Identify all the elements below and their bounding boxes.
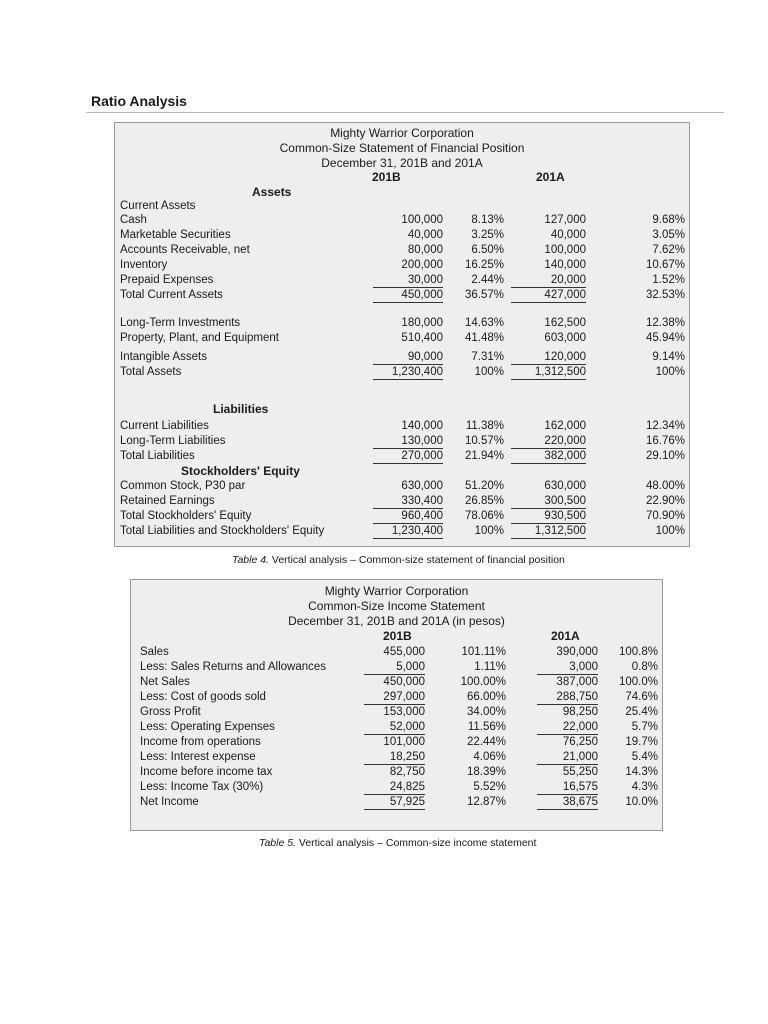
t4-col-201b: 201B: [372, 170, 401, 184]
t5-percent-201a: 25.4%: [625, 706, 658, 718]
t4-percent-201b: 16.25%: [464, 259, 504, 271]
t4-row-label: Current Liabilities: [120, 420, 209, 432]
t4-amount-201b: 40,000: [407, 229, 443, 241]
t5-percent-201a: 0.8%: [631, 661, 658, 673]
t5-amount-201b: 24,825: [364, 780, 425, 795]
t4-percent-201a: 9.14%: [652, 351, 685, 363]
t4-caption-label: Table 4.: [232, 554, 269, 566]
t4-percent-201b: 21.94%: [464, 450, 504, 462]
t5-amount-201a: 16,575: [537, 780, 598, 795]
t5-amount-201b: 52,000: [364, 720, 425, 735]
t5-percent-201a: 10.0%: [625, 796, 658, 808]
t4-percent-201a: 70.90%: [645, 510, 685, 522]
t4-amount-201b: 510,400: [401, 332, 443, 344]
t5-row-label: Less: Income Tax (30%): [140, 781, 264, 793]
t5-percent-201b: 4.06%: [473, 751, 506, 763]
t4-col-201a: 201A: [536, 170, 565, 184]
t5-col-201a: 201A: [551, 629, 580, 643]
t5-amount-201a: 98,250: [562, 706, 598, 718]
t5-percent-201a: 4.3%: [631, 781, 658, 793]
page-heading: Ratio Analysis: [91, 93, 187, 109]
t5-row-label: Less: Interest expense: [140, 751, 256, 763]
t4-row-label: Total Stockholders' Equity: [120, 510, 252, 522]
t4-percent-201a: 29.10%: [645, 450, 685, 462]
t4-amount-201a: 1,312,500: [511, 524, 586, 539]
t4-percent-201a: 16.76%: [645, 435, 685, 447]
t4-amount-201a: 120,000: [511, 350, 586, 365]
t5-percent-201a: 5.4%: [631, 751, 658, 763]
t5-row-label: Sales: [140, 646, 169, 658]
t5-percent-201b: 12.87%: [466, 796, 506, 808]
t4-percent-201b: 100%: [474, 525, 504, 537]
t4-row-label: Intangible Assets: [120, 351, 207, 363]
t4-amount-201b: 80,000: [407, 244, 443, 256]
t4-percent-201a: 32.53%: [645, 289, 685, 301]
t5-percent-201b: 18.39%: [466, 766, 506, 778]
t5-company: Mighty Warrior Corporation: [324, 584, 469, 598]
t4-percent-201b: 2.44%: [471, 274, 504, 286]
t5-percent-201a: 100.0%: [618, 676, 658, 688]
t4-amount-201a: 140,000: [544, 259, 586, 271]
t4-amount-201a: 127,000: [544, 214, 586, 226]
t5-percent-201b: 101.11%: [461, 646, 506, 658]
t4-row-label: Retained Earnings: [120, 495, 215, 507]
t5-percent-201a: 5.7%: [631, 721, 658, 733]
t5-row-label: Less: Operating Expenses: [140, 721, 275, 733]
t5-percent-201b: 34.00%: [466, 706, 506, 718]
t4-amount-201a: 162,500: [544, 317, 586, 329]
t4-percent-201b: 51.20%: [464, 480, 504, 492]
t4-percent-201b: 3.25%: [471, 229, 504, 241]
t4-amount-201b: 330,400: [373, 494, 443, 509]
t4-percent-201b: 6.50%: [471, 244, 504, 256]
t4-amount-201a: 100,000: [544, 244, 586, 256]
t4-row-label: Property, Plant, and Equipment: [120, 332, 279, 344]
t5-amount-201a: 55,250: [562, 766, 598, 778]
t4-date: December 31, 201B and 201A: [321, 156, 483, 170]
t4-row-label: Accounts Receivable, net: [120, 244, 250, 256]
t5-row-label: Net Income: [140, 796, 199, 808]
t4-amount-201a: 930,500: [511, 509, 586, 524]
t4-amount-201b: 100,000: [401, 214, 443, 226]
t5-col-201b: 201B: [383, 629, 412, 643]
t4-amount-201b: 960,400: [373, 509, 443, 524]
t4-row-label: Common Stock, P30 par: [120, 480, 246, 492]
t4-percent-201a: 9.68%: [652, 214, 685, 226]
t4-amount-201b: 140,000: [401, 420, 443, 432]
t5-row-label: Gross Profit: [140, 706, 201, 718]
financial-position-table: [114, 122, 690, 547]
heading-divider: [86, 112, 724, 113]
t4-equity-heading: Stockholders' Equity: [181, 464, 300, 478]
t4-amount-201a: 162,000: [544, 420, 586, 432]
t5-amount-201a: 76,250: [562, 736, 598, 748]
t4-percent-201a: 12.38%: [645, 317, 685, 329]
t5-amount-201b: 82,750: [389, 766, 425, 778]
t4-percent-201a: 100%: [655, 366, 685, 378]
t4-row-label: Inventory: [120, 259, 168, 271]
t4-amount-201a: 630,000: [544, 480, 586, 492]
t5-row-label: Income before income tax: [140, 766, 273, 778]
t4-amount-201b: 1,230,400: [373, 524, 443, 539]
t4-amount-201b: 180,000: [401, 317, 443, 329]
t5-caption: [259, 837, 536, 849]
t4-percent-201b: 10.57%: [464, 435, 504, 447]
t5-percent-201b: 22.44%: [466, 736, 506, 748]
t4-liabilities-heading: Liabilities: [213, 402, 269, 416]
t4-percent-201a: 12.34%: [645, 420, 685, 432]
t4-percent-201a: 10.67%: [645, 259, 685, 271]
t5-percent-201b: 11.56%: [467, 721, 506, 733]
t5-row-label: Less: Cost of goods sold: [140, 691, 266, 703]
t4-amount-201a: 427,000: [511, 288, 586, 303]
t5-percent-201b: 66.00%: [466, 691, 506, 703]
t4-row-label: Total Liabilities and Stockholders' Equity: [120, 525, 325, 537]
t5-title: Common-Size Income Statement: [308, 599, 485, 613]
t4-percent-201b: 14.63%: [464, 317, 504, 329]
t4-company: Mighty Warrior Corporation: [330, 126, 474, 140]
income-statement-table: [130, 579, 663, 831]
t4-row-label: Total Assets: [120, 366, 182, 378]
t5-amount-201a: 3,000: [537, 660, 598, 675]
t5-amount-201b: 57,925: [364, 795, 425, 810]
t5-row-label: Less: Sales Returns and Allowances: [140, 661, 327, 673]
t5-date: December 31, 201B and 201A (in pesos): [288, 614, 505, 628]
t5-amount-201b: 101,000: [383, 736, 425, 748]
t4-amount-201b: 1,230,400: [373, 365, 443, 380]
t5-amount-201b: 450,000: [383, 676, 425, 688]
t5-amount-201b: 455,000: [383, 646, 425, 658]
t4-amount-201a: 603,000: [544, 332, 586, 344]
t4-amount-201b: 270,000: [373, 449, 443, 464]
t5-percent-201b: 5.52%: [473, 781, 506, 793]
t4-percent-201b: 7.31%: [471, 351, 504, 363]
t5-amount-201a: 38,675: [537, 795, 598, 810]
t5-amount-201b: 18,250: [364, 750, 425, 765]
t4-percent-201b: 100%: [474, 366, 504, 378]
t4-current-assets-label: Current Assets: [120, 200, 196, 212]
t4-amount-201a: 382,000: [511, 449, 586, 464]
t4-row-label: Long-Term Liabilities: [120, 435, 226, 447]
t4-amount-201a: 220,000: [511, 434, 586, 449]
t4-amount-201a: 300,500: [511, 494, 586, 509]
t4-row-label: Total Liabilities: [120, 450, 195, 462]
t4-percent-201a: 7.62%: [652, 244, 685, 256]
t5-percent-201a: 14.3%: [625, 766, 658, 778]
t4-percent-201a: 100%: [655, 525, 685, 537]
t4-amount-201b: 200,000: [401, 259, 443, 271]
t5-percent-201b: 100.00%: [460, 676, 506, 688]
t5-percent-201a: 19.7%: [625, 736, 658, 748]
t4-percent-201a: 45.94%: [645, 332, 685, 344]
t4-percent-201b: 11.38%: [465, 420, 504, 432]
t5-caption-text: Vertical analysis – Common-size income statement: [295, 837, 537, 849]
t5-caption-label: Table 5.: [259, 837, 296, 849]
t5-amount-201a: 21,000: [537, 750, 598, 765]
t4-row-label: Total Current Assets: [120, 289, 223, 301]
t5-row-label: Net Sales: [140, 676, 190, 688]
t4-amount-201b: 30,000: [373, 273, 443, 288]
t4-row-label: Marketable Securities: [120, 229, 231, 241]
t5-amount-201a: 288,750: [537, 690, 598, 705]
t4-percent-201b: 78.06%: [464, 510, 504, 522]
t4-amount-201b: 90,000: [373, 350, 443, 365]
t4-percent-201a: 3.05%: [652, 229, 685, 241]
t5-amount-201b: 297,000: [364, 690, 425, 705]
t5-percent-201a: 74.6%: [625, 691, 658, 703]
t4-row-label: Prepaid Expenses: [120, 274, 214, 286]
t5-row-label: Income from operations: [140, 736, 261, 748]
t4-percent-201a: 48.00%: [645, 480, 685, 492]
t4-amount-201a: 20,000: [511, 273, 586, 288]
t4-percent-201b: 41.48%: [464, 332, 504, 344]
t5-amount-201a: 390,000: [556, 646, 598, 658]
t4-percent-201b: 8.13%: [471, 214, 504, 226]
t4-row-label: Long-Term Investments: [120, 317, 241, 329]
t4-caption-text: Vertical analysis – Common-size statement of financial position: [268, 554, 565, 566]
t5-amount-201a: 387,000: [556, 676, 598, 688]
t5-percent-201a: 100.8%: [618, 646, 658, 658]
t4-title: Common-Size Statement of Financial Position: [279, 141, 525, 155]
t5-amount-201b: 5,000: [364, 660, 425, 675]
t4-percent-201a: 1.52%: [652, 274, 685, 286]
t4-row-label: Cash: [120, 214, 147, 226]
t5-amount-201a: 22,000: [537, 720, 598, 735]
t4-amount-201a: 1,312,500: [511, 365, 586, 380]
t4-caption: [232, 554, 565, 566]
t4-assets-heading: Assets: [252, 185, 292, 199]
t4-percent-201a: 22.90%: [645, 495, 685, 507]
t4-percent-201b: 26.85%: [464, 495, 504, 507]
t5-amount-201b: 153,000: [383, 706, 425, 718]
t4-amount-201b: 630,000: [401, 480, 443, 492]
t4-amount-201a: 40,000: [550, 229, 586, 241]
t4-amount-201b: 450,000: [373, 288, 443, 303]
t4-amount-201b: 130,000: [373, 434, 443, 449]
t4-percent-201b: 36.57%: [464, 289, 504, 301]
t5-percent-201b: 1.11%: [474, 661, 506, 673]
